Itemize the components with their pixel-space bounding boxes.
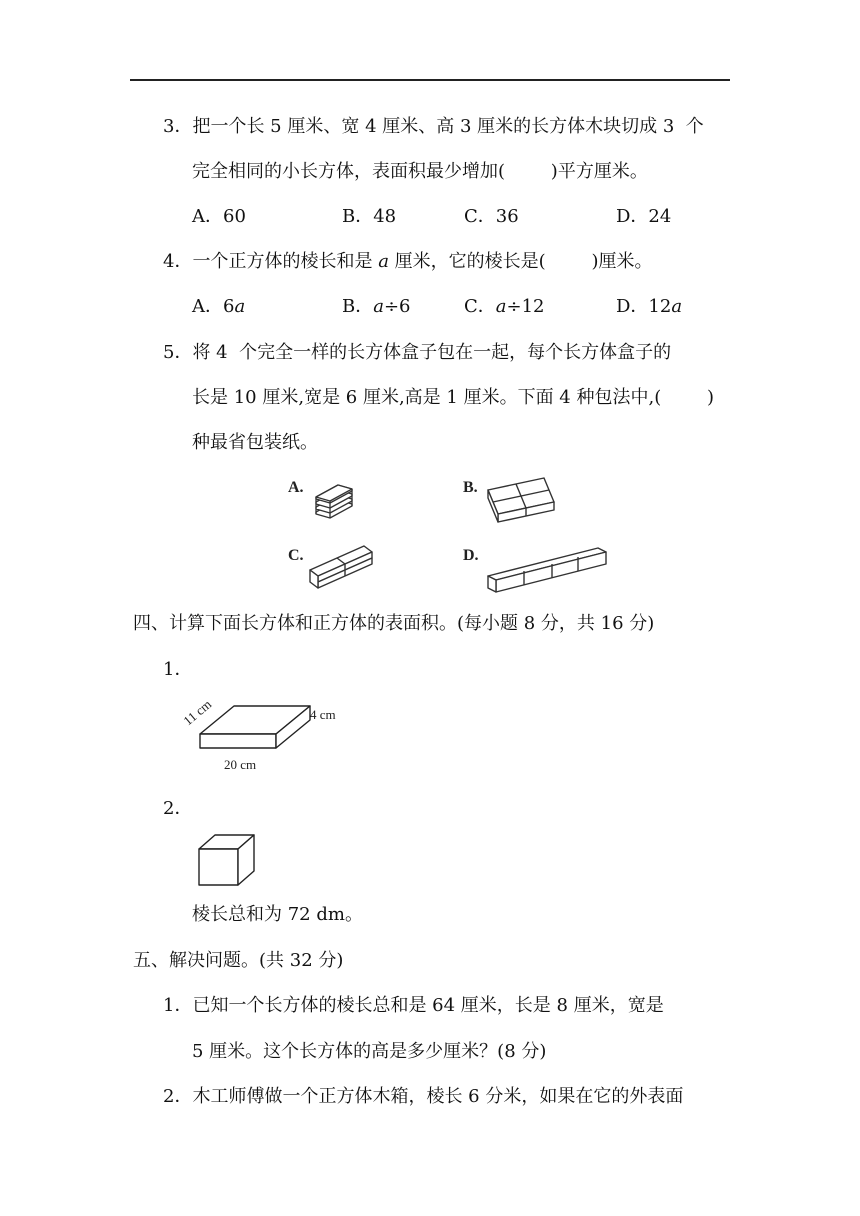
q4-stem-post: 厘米，它的棱长是( )厘米。 [388,251,653,272]
cube-figure [196,832,260,892]
cube-front-face [199,849,238,885]
q4-option-a-pre: A．6 [192,296,235,317]
q3-line1: 3．把一个长 5 厘米、宽 4 厘米、高 3 厘米的长方体木块切成 3 个 [163,116,704,137]
q4-option-a-var: a [234,296,246,317]
q4-option-a [192,295,245,319]
q4-option-c-pre: C． [464,296,496,317]
q5-packing-figures [280,470,620,600]
q5-line2: 长是 10 厘米,宽是 6 厘米,高是 1 厘米。下面 4 种包法中,( ) [192,387,715,408]
q5-fig-label-c: C. [288,547,304,564]
section5-q1-line2: 5 厘米。这个长方体的高是多少厘米？(8 分) [192,1041,547,1062]
q3-option-c: C．36 [464,206,519,227]
q3-option-b: B．48 [342,206,397,227]
q4-option-d [616,295,682,319]
q4-option-b-pre: B． [342,296,374,317]
q4-stem-pre: 4．一个正方体的棱长和是 [163,251,379,272]
q5-fig-label-d: D. [463,547,479,564]
q5-fig-c-pair [310,546,372,588]
section4-item1-number: 1． [163,659,193,680]
section4-item2-number: 2． [163,798,193,819]
q4-option-d-var: a [671,296,683,317]
section5-q2-line1: 2．木工师傅做一个正方体木箱，棱长 6 分米，如果在它的外表面 [163,1086,684,1107]
q4-option-c-var: a [495,296,507,317]
q5-fig-d-row [488,548,606,592]
cuboid-width-label: 11 cm [180,696,215,729]
q4-option-b-post: ÷6 [383,296,411,317]
q3-option-d: D．24 [616,206,672,227]
q4-stem [163,250,652,274]
cuboid-length-label: 20 cm [224,757,257,772]
q5-fig-label-a: A. [288,479,304,496]
section4-item2-caption: 棱长总和为 72 dm。 [192,904,363,925]
q3-option-a: A．60 [192,206,246,227]
q4-option-c [464,295,545,319]
q4-option-b-var: a [373,296,384,317]
q4-stem-var: a [378,251,389,272]
cuboid-front-face [200,734,276,748]
section5-q1-line1: 1．已知一个长方体的棱长总和是 64 厘米，长是 8 厘米，宽是 [163,995,664,1016]
q5-line3: 种最省包装纸。 [192,432,318,453]
header-rule [130,79,730,81]
section4-title: 四、计算下面长方体和正方体的表面积。(每小题 8 分，共 16 分) [133,613,655,634]
q5-line1: 5．将 4 个完全一样的长方体盒子包在一起，每个长方体盒子的 [163,342,672,363]
q4-option-c-post: ÷12 [506,296,545,317]
cuboid-figure [180,690,360,780]
q4-option-b [342,295,411,319]
q5-fig-b-flat [488,478,554,522]
q5-fig-a-stack [316,485,352,518]
cuboid-height-label: 4 cm [310,707,336,722]
q3-line2: 完全相同的小长方体，表面积最少增加( )平方厘米。 [192,161,648,182]
section5-title: 五、解决问题。(共 32 分) [133,950,344,971]
q4-option-d-pre: D．12 [616,296,672,317]
q5-fig-label-b: B. [463,479,478,496]
